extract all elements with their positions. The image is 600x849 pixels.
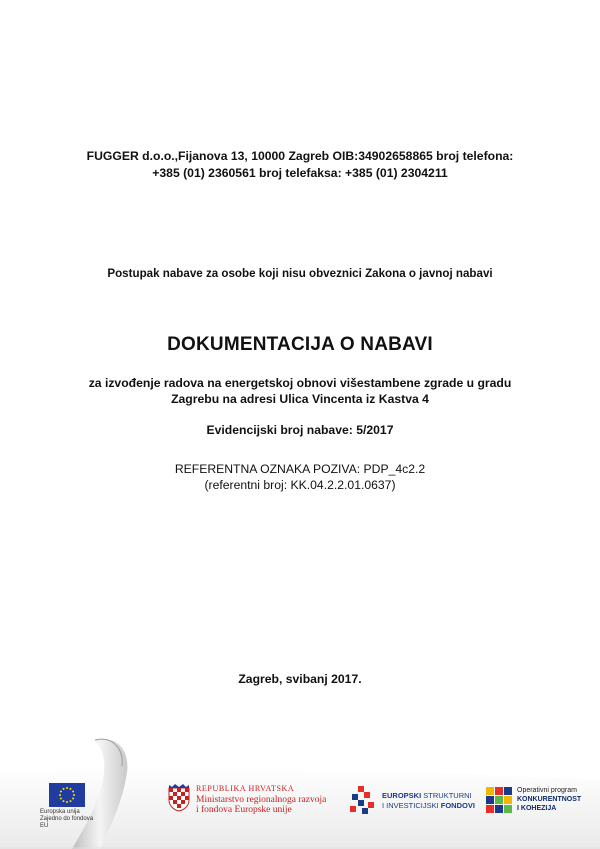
company-line-1: FUGGER d.o.o.,Fijanova 13, 10000 Zagreb OIB:34902658865 broj telefona: <box>86 149 514 163</box>
esif-line-1-rest: STRUKTURNI <box>421 791 472 800</box>
evidence-number: Evidencijski broj nabave: 5/2017 <box>206 423 394 437</box>
opk-grid-icon <box>486 787 512 813</box>
reference-block <box>40 461 560 493</box>
reference-line-1: REFERENTNA OZNAKA POZIVA: PDP_4c2.2 <box>174 462 426 476</box>
opk-logo <box>486 786 581 813</box>
eu-logo <box>40 783 94 830</box>
croatian-coat-of-arms-icon <box>168 784 190 812</box>
esif-squares-icon <box>348 786 378 816</box>
subject-line-2: Zagrebu na adresi Ulica Vincenta iz Kastva 4 <box>171 392 429 406</box>
opk-line-2: KONKURENTNOST <box>517 796 582 803</box>
ministry-logo <box>168 784 326 816</box>
company-info <box>40 148 560 182</box>
company-line-2: +385 (01) 2360561 broj telefaksa: +385 (01) 2304211 <box>152 166 448 180</box>
opk-line-1: Operativni program <box>517 787 577 794</box>
esif-line-1-bold: EUROPSKI <box>382 791 422 800</box>
eu-caption-2: Zajedno do fondova EU <box>40 816 94 829</box>
document-title: DOKUMENTACIJA O NABAVI <box>167 334 433 355</box>
eu-flag-icon <box>49 783 85 807</box>
opk-line-3: I KOHEZIJA <box>517 805 557 812</box>
esif-line-1 <box>382 791 475 801</box>
subject-line-1: za izvođenje radova na energetskoj obnovi višestambene zgrade u gradu <box>88 376 512 390</box>
procedure-text: Postupak nabave za osobe koji nisu obveznici Zakona o javnoj nabavi <box>107 267 493 280</box>
procurement-subject <box>40 375 560 407</box>
eu-caption-1: Europska unija <box>40 809 80 815</box>
esif-line-2-rest: I INVESTICIJSKI <box>382 801 441 810</box>
place-and-date: Zagreb, svibanj 2017. <box>238 672 362 686</box>
ministry-line-3: i fondova Europske unije <box>196 805 292 815</box>
esif-logo <box>348 786 475 816</box>
esif-line-2-bold: FONDOVI <box>440 801 475 810</box>
reference-line-2: (referentni broj: KK.04.2.2.01.0637) <box>204 478 396 492</box>
esif-line-2 <box>382 801 475 811</box>
ministry-line-1: REPUBLIKA HRVATSKA <box>196 784 295 793</box>
ministry-line-2: Ministarstvo regionalnoga razvoja <box>196 794 327 805</box>
